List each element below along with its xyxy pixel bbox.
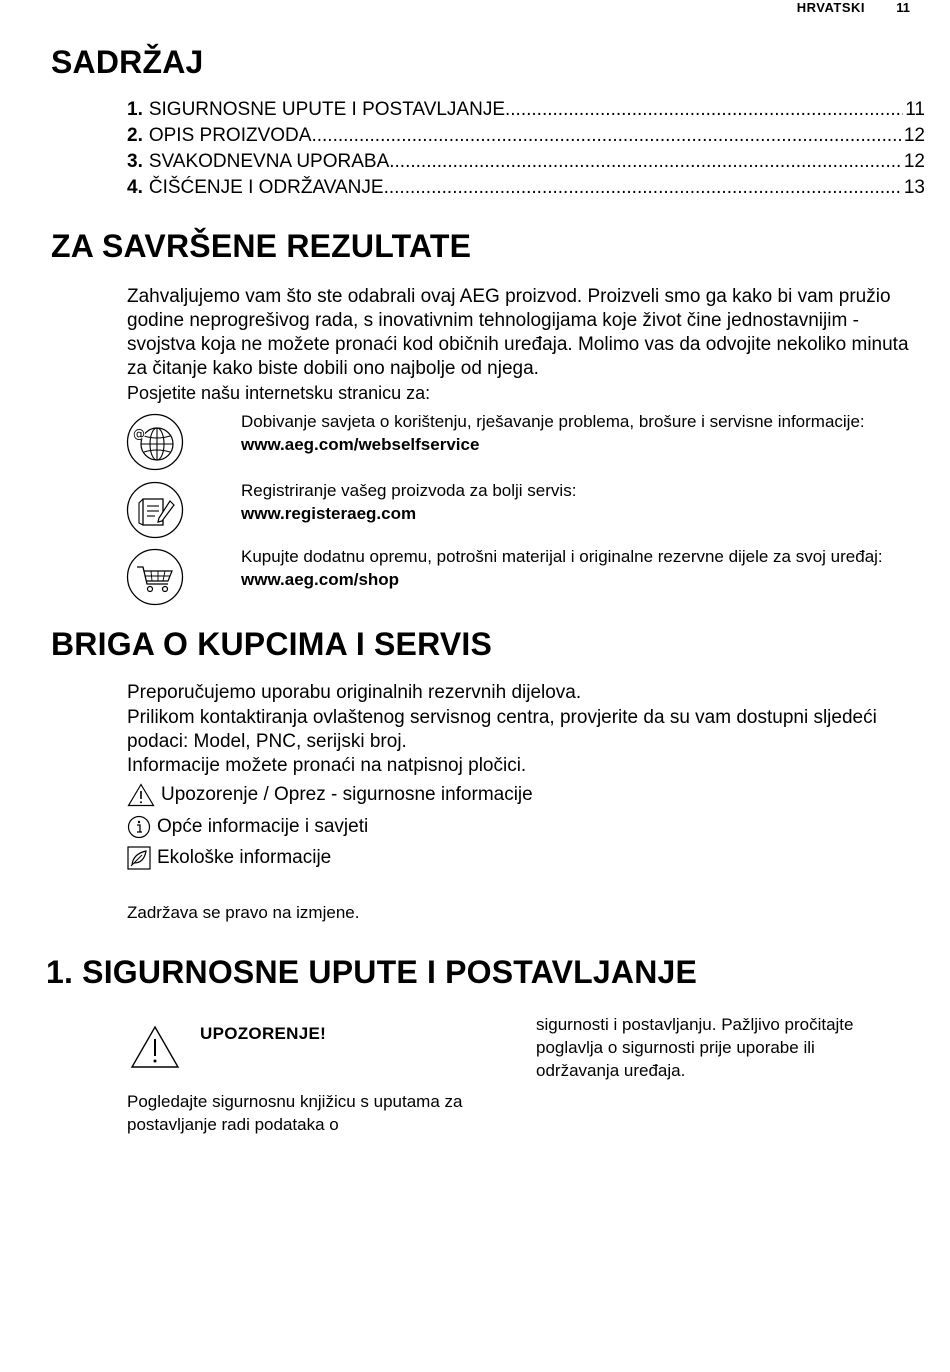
toc-entry-number: 1. [127,99,143,120]
toc-entry-label: SVAKODNEVNA UPORABA [148,151,390,172]
care-parts-text: Preporučujemo uporabu originalnih rezervnih dijelova. [127,682,582,703]
toc-entry-page: 12 [903,151,925,172]
page-number: 11 [896,0,910,15]
toc-entry[interactable] [127,175,925,201]
register-link[interactable]: www.registeraeg.com [241,504,417,523]
shop-text: Kupujte dodatnu opremu, potrošni materijal i originalne rezervne dijele za svoj uređaj: [241,547,883,566]
results-visit-text: Posjetite našu internetsku stranicu za: [127,383,431,403]
toc-leader-dots [505,97,903,123]
svg-text:@: @ [133,427,145,441]
shop-info [241,545,921,591]
toc-title: SADRŽAJ [51,44,204,80]
register-info [241,479,921,525]
legend-info [127,815,368,839]
safety-text-right: sigurnosti i postavljanju. Pažljivo pročitajte poglavlja o sigurnosti prije uporabe ili održavanja uređaja. [536,1015,854,1080]
language-label: HRVATSKI [796,0,865,15]
toc-entry-page: 13 [903,177,925,198]
shop-link[interactable]: www.aeg.com/shop [241,570,400,589]
warning-triangle-icon [130,1025,180,1069]
webselfservice-text: Dobivanje savjeta o korištenju, rješavanje problema, brošure i servisne informacije: [241,412,865,431]
webselfservice-link[interactable]: www.aeg.com/webselfservice [241,435,480,454]
toc-entry-label: ČIŠĆENJE I ODRŽAVANJE [148,177,384,198]
results-title: ZA SAVRŠENE REZULTATE [51,228,472,264]
web-globe-icon [126,413,184,471]
toc-leader-dots [384,175,902,201]
toc-entry[interactable] [127,123,925,149]
safety-title: 1. SIGURNOSNE UPUTE I POSTAVLJANJE [46,954,698,990]
reserved-rights-text: Zadržava se pravo na izmjene. [127,903,360,922]
legend-warning [127,783,533,807]
toc-leader-dots [311,123,901,149]
toc-entry-page: 11 [905,99,925,120]
toc-entry-label: SIGURNOSNE UPUTE I POSTAVLJANJE [148,99,505,120]
care-contact-text: Prilikom kontaktiranja ovlaštenog servisnog centra, provjerite da su vam dostupni sljedeći podaci: Model, PNC, serijski broj. [127,707,877,752]
warning-label: UPOZORENJE! [200,1024,327,1043]
shopping-cart-icon [126,548,184,606]
care-title: BRIGA O KUPCIMA I SERVIS [51,626,493,662]
registration-form-icon [126,481,184,539]
toc-entry[interactable] [127,97,925,123]
toc-entry-page: 12 [903,125,925,146]
toc-entry-number: 2. [127,125,143,146]
toc-entry-label: OPIS PROIZVODA [148,125,312,146]
toc-list [127,97,925,201]
legend-warning-text: Upozorenje / Oprez - sigurnosne informacije [161,784,533,805]
care-plate-text: Informacije možete pronaći na natpisnoj pločici. [127,755,527,776]
register-text: Registriranje vašeg proizvoda za bolji servis: [241,481,577,500]
toc-entry[interactable] [127,149,925,175]
leaf-icon [127,846,151,870]
results-intro: Zahvaljujemo vam što ste odabrali ovaj AEG proizvod. Proizveli smo ga kako bi vam pružio godine neprogrešivog rada, s inovativnim tehnologijama koje život čine jednostavnijim - svojstva koja ne možete pronaći kod običnih uređaja. Molimo vas da odvojite nekoliko minuta za čitanje kako biste dobili ono najbolje od njega. [127,286,909,379]
legend-eco [127,846,331,870]
webselfservice-info [241,410,921,456]
toc-entry-number: 3. [127,151,143,172]
legend-info-text: Opće informacije i savjeti [157,816,369,837]
safety-text-left: Pogledajte sigurnosnu knjižicu s uputama za postavljanje radi podataka o [127,1092,463,1134]
toc-leader-dots [389,149,902,175]
legend-eco-text: Ekološke informacije [157,847,332,868]
info-icon [127,815,151,839]
warning-triangle-icon [127,783,155,807]
toc-entry-number: 4. [127,177,143,198]
